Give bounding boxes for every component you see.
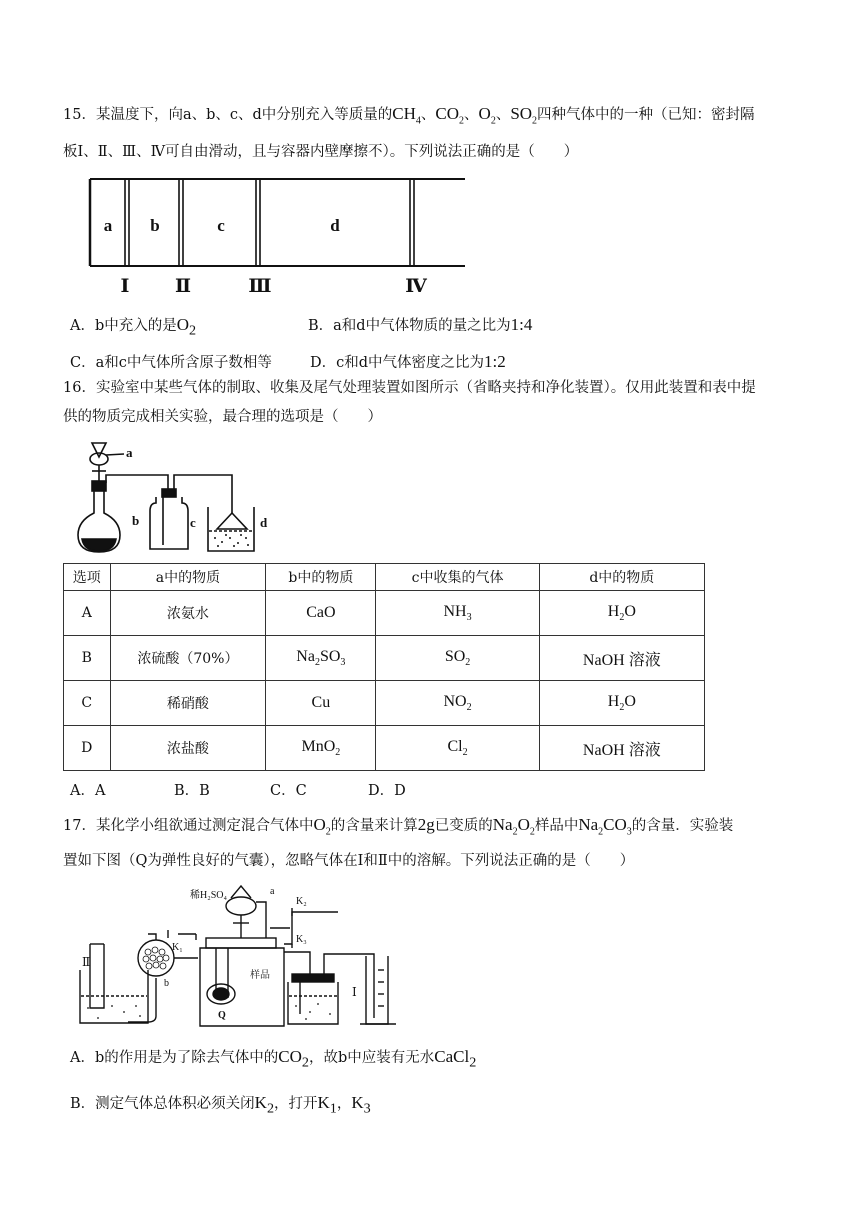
header-c: c中收集的气体 (376, 564, 539, 591)
table-row (64, 726, 705, 771)
q15-option-d[interactable]: D．c和d中气体密度之比为1:2 (310, 352, 506, 371)
label-b: b (132, 513, 140, 528)
row-a-c: $NH_3$ (376, 591, 539, 636)
label-b: b (164, 978, 169, 989)
row-b-option: B (64, 636, 111, 681)
row-d-c: $Cl_2$ (376, 726, 539, 771)
header-d: d中的物质 (539, 564, 704, 591)
table-row (64, 681, 705, 726)
label-q: Q (218, 1010, 226, 1021)
row-a-d: $H_2O$ (539, 591, 704, 636)
label-d: d (260, 515, 268, 530)
partition-3-label: Ⅲ (248, 276, 272, 297)
q16-option-c[interactable]: C．C (270, 783, 307, 799)
row-c-c: $NO_2$ (376, 681, 539, 726)
partition-1-label: Ⅰ (120, 276, 130, 297)
chamber-a-label: a (103, 216, 113, 235)
table-header-row (64, 564, 705, 591)
label-k1: K₁ (172, 942, 183, 953)
label-sample: 样品 (250, 970, 270, 981)
row-d-a: 浓盐酸 (110, 726, 266, 771)
q16-option-d[interactable]: D．D (368, 783, 406, 799)
label-a: a (126, 445, 133, 460)
q17-option-b[interactable]: B．测定气体总体积必须关闭$K_2$，打开$K_1$，$K_3$ (70, 1093, 371, 1117)
label-a: a (270, 886, 275, 897)
q15-line2: 板Ⅰ、Ⅱ、Ⅲ、Ⅳ可自由滑动，且与容器内壁摩擦不）。下列说法正确的是（ ） (63, 144, 579, 160)
table-row (64, 636, 705, 681)
q17-line2: 置如下图（Q为弹性良好的气囊），忽略气体在Ⅰ和Ⅱ中的溶解。下列说法正确的是（ ） (63, 853, 635, 869)
chamber-b-label: b (150, 216, 160, 235)
row-b-a: 浓硫酸（70%） (110, 636, 266, 681)
chamber-c-label: c (217, 216, 225, 235)
q16-line2: 供的物质完成相关实验，最合理的选项是（ ） (63, 409, 382, 425)
q15-option-c[interactable]: C．a和c中气体所含原子数相等 (70, 355, 272, 371)
row-c-a: 稀硝酸 (110, 681, 266, 726)
q15-container-figure (80, 175, 480, 300)
partition-2-label: Ⅱ (174, 276, 192, 297)
row-a-option: A (64, 591, 111, 636)
row-c-option: C (64, 681, 111, 726)
label-i: Ⅰ (352, 985, 357, 999)
row-a-b: CaO (266, 591, 376, 636)
q17-apparatus-figure (78, 878, 408, 1028)
row-c-b: Cu (266, 681, 376, 726)
q15-line1: 15．某温度下，向a、b、c、d中分别充入等质量的$CH_4$、$CO_2$、$O_2$、$SO_2$四种气体中的一种（已知：密封隔 (63, 104, 755, 127)
q16-line1: 16．实验室中某些气体的制取、收集及尾气处理装置如图所示（省略夹持和净化装置）。仅用此装置和表中提 (63, 380, 756, 396)
label-c: c (190, 515, 196, 530)
q16-options-table (63, 563, 705, 771)
row-b-b: $Na_2SO_3$ (266, 636, 376, 681)
row-d-d: NaOH 溶液 (539, 726, 704, 771)
header-option: 选项 (64, 564, 111, 591)
q15-option-a[interactable]: A．b中充入的是$O_2$ (70, 315, 197, 339)
q16-option-b[interactable]: B．B (174, 783, 210, 799)
label-k3: K₃ (296, 934, 307, 945)
partition-4-label: Ⅳ (405, 276, 427, 297)
row-b-c: $SO_2$ (376, 636, 539, 681)
row-c-d: $H_2O$ (539, 681, 704, 726)
label-ii: Ⅱ (82, 955, 91, 969)
q17-line1: 17．某化学小组欲通过测定混合气体中$O_2$的含量来计算2g已变质的$Na_2O_2$样品中$Na_2CO_3$的含量．实验装 (63, 815, 734, 838)
table-row (64, 591, 705, 636)
header-a: a中的物质 (110, 564, 266, 591)
q16-option-a[interactable]: A．A (70, 783, 106, 799)
q15-option-b[interactable]: B．a和d中气体物质的量之比为1:4 (308, 315, 533, 334)
row-a-a: 浓氨水 (110, 591, 266, 636)
label-k2: K₂ (296, 896, 307, 907)
row-d-b: MnO$_2$ (266, 726, 376, 771)
q17-option-a[interactable]: A．b的作用是为了除去气体中的$CO_2$，故b中应装有无水CaCl$_2$ (70, 1047, 477, 1071)
header-b: b中的物质 (266, 564, 376, 591)
row-d-option: D (64, 726, 111, 771)
row-b-d: NaOH 溶液 (539, 636, 704, 681)
label-acid: 稀H₂SO₄ (190, 890, 227, 901)
q16-apparatus-figure (70, 435, 290, 560)
chamber-d-label: d (330, 216, 340, 235)
